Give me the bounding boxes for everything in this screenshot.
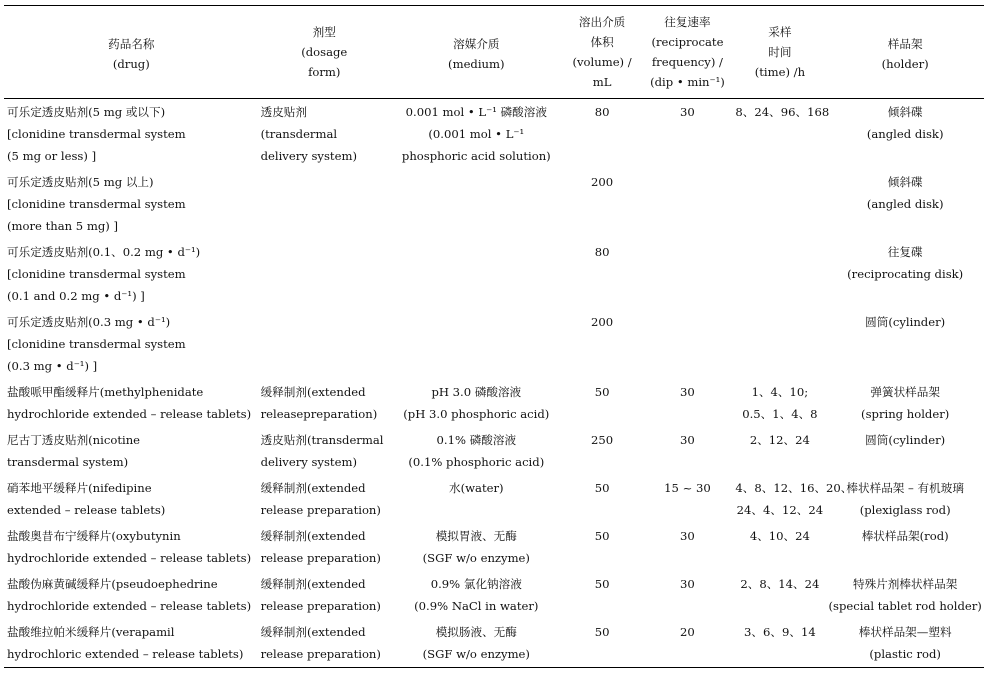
cell-volume <box>563 619 642 668</box>
cell-time <box>733 523 826 571</box>
cell-line: 溶媒介质 <box>453 37 500 51</box>
table-row <box>4 309 984 379</box>
cell-drug <box>4 571 259 619</box>
cell-volume <box>563 571 642 619</box>
cell-holder <box>826 239 984 309</box>
cell-line: (holder) <box>881 57 929 71</box>
cell-frequency <box>641 619 733 668</box>
cell-line: 缓释制剂(extended <box>260 385 366 399</box>
cell-line: 1、4、10; <box>751 385 809 399</box>
cell-line: (plastic rod) <box>869 647 941 661</box>
cell-form <box>259 99 390 170</box>
cell-line: 盐酸维拉帕米缓释片(verapamil <box>7 625 175 639</box>
table-row <box>4 239 984 309</box>
cell-line: (dip • min⁻¹) <box>650 75 725 89</box>
cell-line: (SGF w/o enzyme) <box>422 647 530 661</box>
cell-form <box>259 379 390 427</box>
cell-line: (reciprocating disk) <box>847 267 964 281</box>
cell-medium <box>390 475 563 523</box>
cell-line: extended – release tablets) <box>7 503 166 517</box>
cell-line: 200 <box>591 175 614 189</box>
cell-medium <box>390 99 563 170</box>
cell-frequency <box>641 571 733 619</box>
cell-line: [clonidine transdermal system <box>7 197 186 211</box>
cell-line: (angled disk) <box>866 127 944 141</box>
cell-holder <box>826 475 984 523</box>
cell-line: 50 <box>594 625 610 639</box>
cell-line: [clonidine transdermal system <box>7 127 186 141</box>
cell-line: hydrochloric extended – release tablets) <box>7 647 244 661</box>
cell-line: 硝苯地平缓释片(nifedipine <box>7 481 152 495</box>
cell-time <box>733 475 853 523</box>
cell-line: 0.001 mol • L⁻¹ 磷酸溶液 <box>405 105 547 119</box>
cell-line: 水(water) <box>449 481 504 495</box>
cell-line: frequency) / <box>651 55 723 69</box>
cell-line: 缓释制剂(extended <box>260 625 366 639</box>
cell-line: 盐酸奥昔布宁缓释片(oxybutynin <box>7 529 181 543</box>
cell-line: release preparation) <box>260 599 381 613</box>
cell-line: 模拟肠液、无酶 <box>435 625 517 639</box>
cell-drug <box>4 475 259 523</box>
cell-holder <box>826 571 984 619</box>
cell-drug <box>4 309 259 379</box>
cell-line: 50 <box>594 385 610 399</box>
cell-holder <box>826 523 984 571</box>
cell-form <box>259 169 390 239</box>
cell-line: 50 <box>594 481 610 495</box>
cell-line: 2、8、14、24 <box>740 577 820 591</box>
cell-line: 24、4、12、24 <box>736 503 824 517</box>
cell-volume <box>563 309 642 379</box>
cell-drug <box>4 239 259 309</box>
cell-line: 可乐定透皮贴剂(0.3 mg • d⁻¹) <box>7 315 171 329</box>
cell-line: 0.1% 磷酸溶液 <box>436 433 517 447</box>
table-row <box>4 99 984 170</box>
cell-drug <box>4 523 259 571</box>
cell-line: phosphoric acid solution) <box>401 149 551 163</box>
cell-line: (pH 3.0 phosphoric acid) <box>403 407 550 421</box>
cell-drug <box>4 379 259 427</box>
cell-time <box>733 309 826 379</box>
cell-line: 15 ~ 30 <box>664 481 711 495</box>
cell-medium <box>390 619 563 668</box>
cell-holder <box>826 619 984 668</box>
cell-time <box>733 427 826 475</box>
cell-time <box>733 239 826 309</box>
cell-line: 盐酸伪麻黄碱缓释片(pseudoephedrine <box>7 577 218 591</box>
cell-line: (medium) <box>448 57 505 71</box>
cell-time <box>733 379 826 427</box>
header-time <box>733 6 826 99</box>
cell-frequency <box>641 169 733 239</box>
cell-volume <box>563 169 642 239</box>
cell-line: transdermal system) <box>7 455 129 469</box>
cell-line: (reciprocate <box>651 35 724 49</box>
cell-medium <box>390 571 563 619</box>
cell-line: 可乐定透皮贴剂(0.1、0.2 mg • d⁻¹) <box>7 245 201 259</box>
cell-line: (spring holder) <box>861 407 950 421</box>
cell-time <box>733 169 826 239</box>
cell-line: [clonidine transdermal system <box>7 337 186 351</box>
cell-holder <box>826 309 984 379</box>
cell-line: 时间 <box>768 45 792 59</box>
cell-line: 棒状样品架—塑料 <box>858 625 952 639</box>
cell-line: release preparation) <box>260 503 381 517</box>
cell-time <box>733 619 826 668</box>
cell-line: mL <box>592 75 612 89</box>
cell-line: 30 <box>680 433 695 447</box>
cell-frequency <box>641 99 733 170</box>
cell-line: 可乐定透皮贴剂(5 mg 以上) <box>7 175 154 189</box>
cell-line: 溶出介质 <box>578 15 626 29</box>
cell-medium <box>390 169 563 239</box>
cell-line: 透皮贴剂 <box>260 105 307 119</box>
cell-line: (0.1% phosphoric acid) <box>408 455 545 469</box>
cell-line: 250 <box>591 433 614 447</box>
table-row <box>4 169 984 239</box>
cell-line: releasepreparation) <box>260 407 378 421</box>
cell-line: 剂型 <box>312 25 336 39</box>
cell-line: 药品名称 <box>108 37 155 51</box>
cell-line: 80 <box>594 245 610 259</box>
cell-form <box>259 571 390 619</box>
cell-line: 30 <box>680 105 695 119</box>
cell-line: 往复速率 <box>664 15 711 29</box>
header-medium <box>390 6 563 99</box>
cell-frequency <box>641 379 733 427</box>
cell-volume <box>563 475 642 523</box>
cell-line: (0.3 mg • d⁻¹) ] <box>7 359 98 373</box>
cell-form <box>259 619 390 668</box>
cell-line: release preparation) <box>260 647 381 661</box>
cell-line: 30 <box>680 577 695 591</box>
cell-time <box>733 99 830 170</box>
cell-line: 50 <box>594 577 610 591</box>
cell-line: delivery system) <box>260 149 357 163</box>
cell-line: hydrochloride extended – release tablets) <box>7 551 252 565</box>
cell-line: (transdermal <box>260 127 338 141</box>
cell-time <box>733 571 826 619</box>
cell-line: release preparation) <box>260 551 381 565</box>
cell-line: 2、12、24 <box>749 433 810 447</box>
cell-line: 8、24、96、168 <box>735 105 830 119</box>
cell-volume <box>563 379 642 427</box>
cell-line: (angled disk) <box>866 197 944 211</box>
table-row <box>4 619 984 668</box>
cell-medium <box>390 523 563 571</box>
cell-line: 30 <box>680 385 695 399</box>
cell-line: 缓释制剂(extended <box>260 577 366 591</box>
cell-volume <box>563 239 642 309</box>
cell-drug <box>4 99 259 170</box>
cell-line: 可乐定透皮贴剂(5 mg 或以下) <box>7 105 166 119</box>
header-drug <box>4 6 259 99</box>
cell-drug <box>4 427 259 475</box>
cell-form <box>259 309 390 379</box>
cell-line: 倾斜碟 <box>887 175 923 189</box>
cell-line: 弹簧状样品架 <box>870 385 940 399</box>
cell-form <box>259 427 390 475</box>
cell-line: 模拟胃液、无酶 <box>435 529 517 543</box>
cell-line: 20 <box>680 625 695 639</box>
cell-line: form) <box>308 65 341 79</box>
cell-line: delivery system) <box>260 455 357 469</box>
cell-line: 0.5、1、4、8 <box>742 407 818 421</box>
cell-line: (0.001 mol • L⁻¹ <box>428 127 525 141</box>
cell-form <box>259 475 390 523</box>
cell-line: (more than 5 mg) ] <box>7 219 118 233</box>
cell-line: 圆筒(cylinder) <box>865 433 946 447</box>
cell-medium <box>390 239 563 309</box>
cell-line: 盐酸哌甲酯缓释片(methylphenidate <box>7 385 204 399</box>
cell-medium <box>390 309 563 379</box>
cell-line: 棒状样品架 – 有机玻璃 <box>846 481 964 495</box>
cell-holder <box>826 379 984 427</box>
header-volume <box>563 6 642 99</box>
cell-line: 特殊片剂棒状样品架 <box>852 577 958 591</box>
cell-line: (time) /h <box>754 65 806 79</box>
cell-line: 缓释制剂(extended <box>260 529 366 543</box>
cell-line: 往复碟 <box>887 245 923 259</box>
cell-line: 圆筒(cylinder) <box>865 315 946 329</box>
cell-line: 4、10、24 <box>749 529 810 543</box>
cell-line: 80 <box>594 105 610 119</box>
cell-line: (dosage <box>301 45 348 59</box>
cell-drug <box>4 619 259 668</box>
cell-frequency <box>641 427 733 475</box>
table-row <box>4 379 984 427</box>
cell-form <box>259 523 390 571</box>
cell-line: hydrochloride extended – release tablets) <box>7 407 252 421</box>
cell-holder <box>826 427 984 475</box>
cell-volume <box>563 523 642 571</box>
cell-line: 缓释制剂(extended <box>260 481 366 495</box>
cell-line: 体积 <box>590 35 614 49</box>
cell-line: (plexiglass rod) <box>859 503 951 517</box>
cell-line: 30 <box>680 529 695 543</box>
table-row <box>4 523 984 571</box>
cell-holder <box>826 99 984 170</box>
cell-line: pH 3.0 磷酸溶液 <box>431 385 522 399</box>
header-frequency <box>641 6 733 99</box>
cell-medium <box>390 427 563 475</box>
cell-holder <box>826 169 984 239</box>
cell-line: 透皮贴剂(transdermal <box>260 433 384 447</box>
header-form <box>259 6 390 99</box>
header-row <box>4 6 984 99</box>
cell-line: (SGF w/o enzyme) <box>422 551 530 565</box>
cell-line: (volume) / <box>572 55 632 69</box>
cell-line: 0.9% 氯化钠溶液 <box>430 577 522 591</box>
cell-frequency <box>641 239 733 309</box>
cell-line: hydrochloride extended – release tablets) <box>7 599 252 613</box>
cell-line: 尼古丁透皮贴剂(nicotine <box>7 433 141 447</box>
table-row <box>4 427 984 475</box>
cell-volume <box>563 99 642 170</box>
cell-line: (special tablet rod holder) <box>828 599 982 613</box>
cell-form <box>259 239 390 309</box>
cell-line: (0.1 and 0.2 mg • d⁻¹) ] <box>7 289 145 303</box>
cell-medium <box>390 379 563 427</box>
cell-line: (5 mg or less) ] <box>7 149 97 163</box>
cell-volume <box>563 427 642 475</box>
cell-line: 200 <box>591 315 614 329</box>
cell-line: 采样 <box>768 25 792 39</box>
table-row <box>4 571 984 619</box>
cell-line: 4、8、12、16、20、 <box>735 481 853 495</box>
cell-line: (drug) <box>112 57 150 71</box>
cell-line: 3、6、9、14 <box>744 625 816 639</box>
cell-frequency <box>641 309 733 379</box>
header-holder <box>826 6 984 99</box>
cell-line: 棒状样品架(rod) <box>861 529 949 543</box>
cell-line: 倾斜碟 <box>887 105 923 119</box>
table-row <box>4 475 984 523</box>
cell-line: 50 <box>594 529 610 543</box>
cell-frequency <box>641 475 733 523</box>
cell-line: [clonidine transdermal system <box>7 267 186 281</box>
cell-line: 样品架 <box>887 37 923 51</box>
dissolution-table <box>4 5 984 668</box>
cell-frequency <box>641 523 733 571</box>
cell-line: (0.9% NaCl in water) <box>414 599 539 613</box>
cell-drug <box>4 169 259 239</box>
